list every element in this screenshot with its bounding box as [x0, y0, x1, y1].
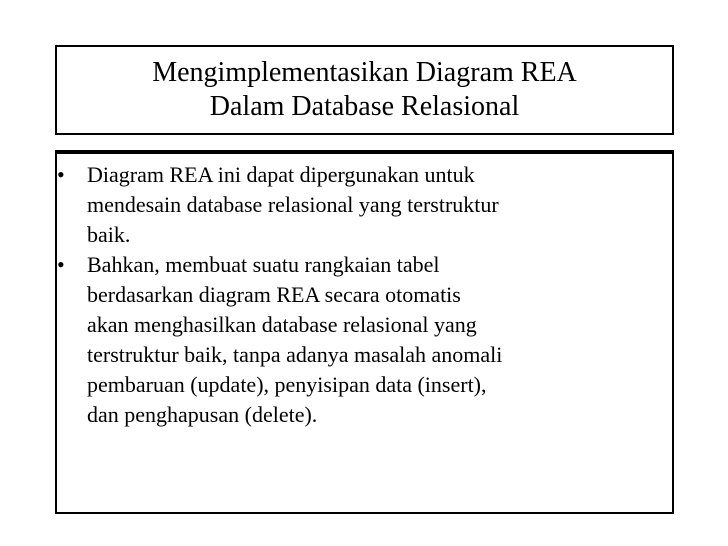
bullet-2-line-3: akan menghasilkan database relasional yang	[87, 312, 477, 337]
bullet-item-1	[55, 160, 674, 250]
bullet-2-line-1: Bahkan, membuat suatu rangkaian tabel	[87, 252, 440, 277]
bullet-1-line-1: Diagram REA ini dapat dipergunakan untuk	[87, 162, 475, 187]
bullet-marker: •	[57, 162, 65, 187]
slide-title-line-1: Mengimplementasikan Diagram REA	[152, 57, 577, 88]
bullet-list	[55, 160, 674, 430]
slide-title-line-2: Dalam Database Relasional	[209, 91, 520, 122]
bullet-2-line-4: terstruktur baik, tanpa adanya masalah anomali	[87, 342, 503, 367]
bullet-2-line-6: dan penghapusan (delete).	[87, 402, 318, 427]
bullet-marker: •	[57, 252, 65, 277]
content-top-divider	[55, 150, 674, 154]
bullet-1-line-2: mendesain database relasional yang terstruktur	[87, 192, 499, 217]
slide-title-box	[55, 45, 674, 135]
bullet-1-line-3: baik.	[87, 222, 131, 247]
bullet-2-line-5: pembaruan (update), penyisipan data (insert),	[87, 372, 487, 397]
bullet-item-2	[55, 250, 674, 430]
bullet-2-line-2: berdasarkan diagram REA secara otomatis	[87, 282, 461, 307]
